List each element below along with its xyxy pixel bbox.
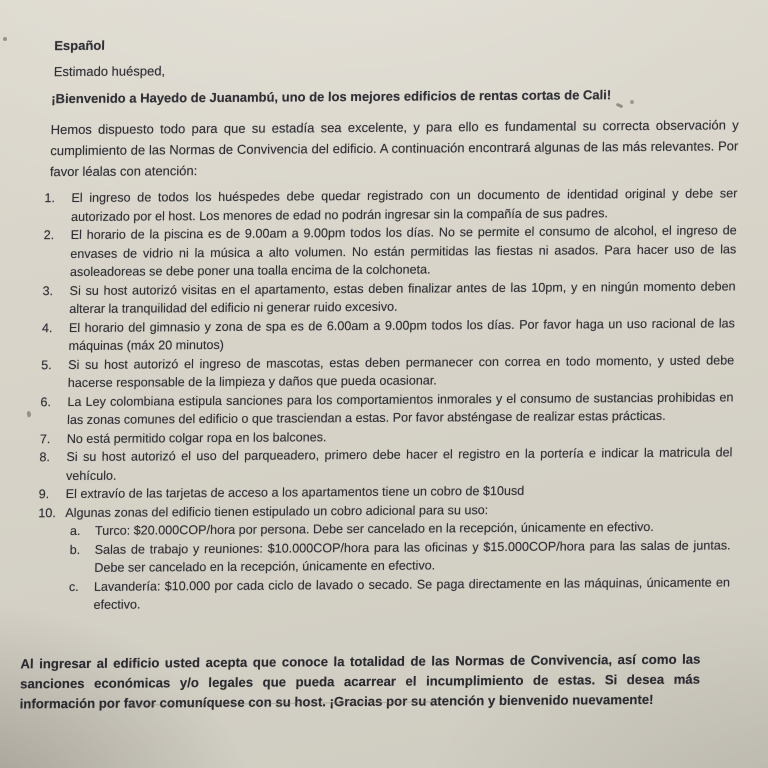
rule-number: 7. bbox=[39, 431, 51, 446]
sub-rule-c bbox=[68, 573, 730, 615]
welcome-line: ¡Bienvenido a Hayedo de Juanambú, uno de los mejores edificios de rentas cortas de Cali! bbox=[51, 87, 612, 107]
sub-rule-text: Turco: $20.000COP/hora por persona. Debe ser cancelado en la recepción, únicamente en efectivo. bbox=[94, 519, 655, 538]
rule-item-6 bbox=[40, 388, 734, 430]
rule-text: Si su host autorizó el ingreso de mascotas, estas deben permanecer con correa en todo momento, y usted debe hacerse responsable de la limpieza y daños que pueda ocasionar. bbox=[67, 352, 735, 391]
pencil-mark bbox=[630, 100, 634, 104]
sub-rule-letter: a. bbox=[69, 523, 81, 538]
rule-text: Algunas zonas del edificio tienen estipulado un cobro adicional para su uso: bbox=[65, 502, 489, 520]
rule-number: 5. bbox=[41, 357, 52, 372]
rule-number: 6. bbox=[40, 394, 52, 409]
sub-rule-b bbox=[69, 536, 731, 578]
rule-number: 2. bbox=[43, 228, 55, 243]
rule-text: La Ley colombiana estipula sanciones para los comportamientos inmorales y el consumo de sustancias prohibidas en las zonas comunes del edificio o que trasciendan a estas. Por favor absténgase de realizar estas prácticas. bbox=[67, 389, 734, 428]
rule-text: El extravío de las tarjetas de acceso a los apartamentos tiene un cobro de $10usd bbox=[65, 483, 525, 502]
rule-text: Si su host autorizó el uso del parqueadero, primero debe hacer el registro en la portería e indicar la matricula del vehículo. bbox=[65, 445, 733, 483]
rule-item-2 bbox=[43, 221, 737, 281]
rule-number: 8. bbox=[39, 450, 51, 465]
rule-item-8 bbox=[39, 443, 733, 485]
sub-rule-text: Lavandería: $10.000 por cada ciclo de lavado o secado. Se paga directamente en las máquinas, únicamente en efectivo. bbox=[93, 574, 731, 612]
document-content bbox=[19, 31, 741, 713]
closing-paragraph: Al ingresar al edificio usted acepta que conoce la totalidad de las Normas de Convivencia, así como las sanciones económicas y/o legales que pueda acarrear el incumplimiento de estas. Si desea más información por favor comuníquese con su host. ¡Gracias por su atención y bienvenido nuevamente! bbox=[19, 651, 701, 711]
pencil-mark bbox=[26, 411, 31, 418]
rule-text: El horario de la piscina es de 9.00am a 9.00pm todos los días. No se permite el consumo de alcohol, el ingreso de envases de vidrio ni la música a alto volumen. No están permitidas las fiestas ni asados. Para hacer uso de las asoleadoreas se debe poner una toalla encima de la colchoneta. bbox=[69, 223, 737, 279]
rule-item-1 bbox=[44, 184, 738, 226]
greeting: Estimado huésped, bbox=[53, 63, 166, 80]
rule-item-3 bbox=[42, 277, 736, 319]
rule-number: 9. bbox=[38, 487, 50, 502]
rule-text: No está permitido colgar ropa en los balcones. bbox=[66, 429, 327, 446]
language-label: Español bbox=[54, 37, 106, 54]
rule-text: Si su host autorizó visitas en el apartamento, estas deben finalizar antes de las 10pm, y en ningún momento deben alterar la tranquilidad del edificio ni generar ruido excesivo. bbox=[69, 278, 736, 316]
intro-paragraph: Hemos dispuesto todo para que su estadía sea excelente, y para ello es fundamental su correcta observación y cumplimiento de las Normas de Convivencia del edificio. A continuación encontrará algunas de las más relevantes. Por favor léalas con atención: bbox=[49, 117, 739, 180]
sub-rule-letter: c. bbox=[68, 579, 79, 594]
sub-rule-text: Salas de trabajo y reuniones: $10.000COP/hora para las oficinas y $15.000COP/hora para las salas de juntas. Debe ser cancelado en la recepción, únicamente en efectivo. bbox=[94, 537, 731, 575]
rule-item-4 bbox=[41, 314, 735, 356]
rules-list bbox=[36, 184, 737, 614]
rule-number: 4. bbox=[41, 320, 53, 335]
rule-number: 1. bbox=[44, 191, 56, 206]
paper-speck bbox=[3, 37, 7, 41]
rule-number: 10. bbox=[38, 505, 57, 520]
rule-text: El horario del gimnasio y zona de spa es de 6.00am a 9.00pm todos los días. Por favor haga un uso racional de las máquinas (máx 20 minutos) bbox=[68, 315, 736, 354]
sub-rule-letter: b. bbox=[69, 542, 81, 557]
rule-text: El ingreso de todos los huéspedes debe quedar registrado con un documento de identidad original y debe ser autorizado por el host. Los menores de edad no podrán ingresar sin la compañía de sus padres. bbox=[70, 186, 738, 224]
rule-number: 3. bbox=[42, 283, 54, 298]
rule-item-5 bbox=[41, 351, 735, 393]
